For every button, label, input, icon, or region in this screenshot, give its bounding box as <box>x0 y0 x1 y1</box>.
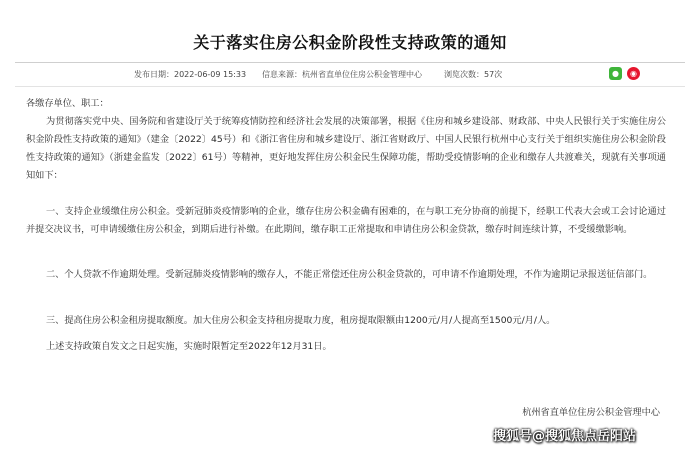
title-divider <box>15 62 685 63</box>
publish-date: 发布日期：2022-06-09 15:33 <box>134 70 247 79</box>
meta-divider <box>15 86 685 87</box>
weibo-icon: ◉ <box>630 69 637 78</box>
paragraph-item-3: 三、提高住房公积金租房提取额度。加大住房公积金支持租房提取力度，租房提取限额由1200元/月/人提高至1500元/月/人。 <box>46 315 556 326</box>
view-count: 浏览次数：57次 <box>444 70 503 79</box>
paragraph-effective-date: 上述支持政策自发文之日起实施，实施时限暂定至2022年12月31日。 <box>46 341 332 352</box>
wechat-icon: ● <box>612 69 619 78</box>
weibo-share-button[interactable] <box>627 67 640 80</box>
wechat-share-button[interactable] <box>609 67 622 80</box>
salutation: 各缴存单位、职工： <box>26 98 109 109</box>
info-source: 信息来源：杭州省直单位住房公积金管理中心 <box>262 70 422 79</box>
paragraph-item-1: 一、支持企业缓缴住房公积金。受新冠肺炎疫情影响的企业，缴存住房公积金确有困难的，在与职工充分协商的前提下，经职工代表大会或工会讨论通过并提交决议书，可申请缓缴住房公积金，到期后进行补缴。在此期间，缴存职工正常提取和申请住房公积金贷款，缴存时间连续计算，不受缓缴影响。 <box>26 206 666 235</box>
page-title: 关于落实住房公积金阶段性支持政策的通知 <box>193 33 507 52</box>
source-watermark: 搜狐号@搜狐焦点岳阳站 <box>493 429 637 444</box>
paragraph-intro: 为贯彻落实党中央、国务院和省建设厅关于统筹疫情防控和经济社会发展的决策部署，根据《住房和城乡建设部、财政部、中央人民银行关于实施住房公积金阶段性支持政策的通知》（建金〔2022〕45号）和《浙江省住房和城乡建设厅、浙江省财政厅、中国人民银行杭州中心支行关于组织实施住房公积金阶段性支持政策的通知》（浙建金监发〔2022〕61号）等精神，更好地发挥住房公积金民生保障功能，帮助受疫情影响的企业和缴存人共渡难关，现就有关事项通知如下： <box>26 116 666 181</box>
paragraph-item-2: 二、个人贷款不作逾期处理。受新冠肺炎疫情影响的缴存人，不能正常偿还住房公积金贷款的，可申请不作逾期处理，不作为逾期记录报送征信部门。 <box>46 269 653 280</box>
issuer-signature: 杭州省直单位住房公积金管理中心 <box>522 407 660 418</box>
